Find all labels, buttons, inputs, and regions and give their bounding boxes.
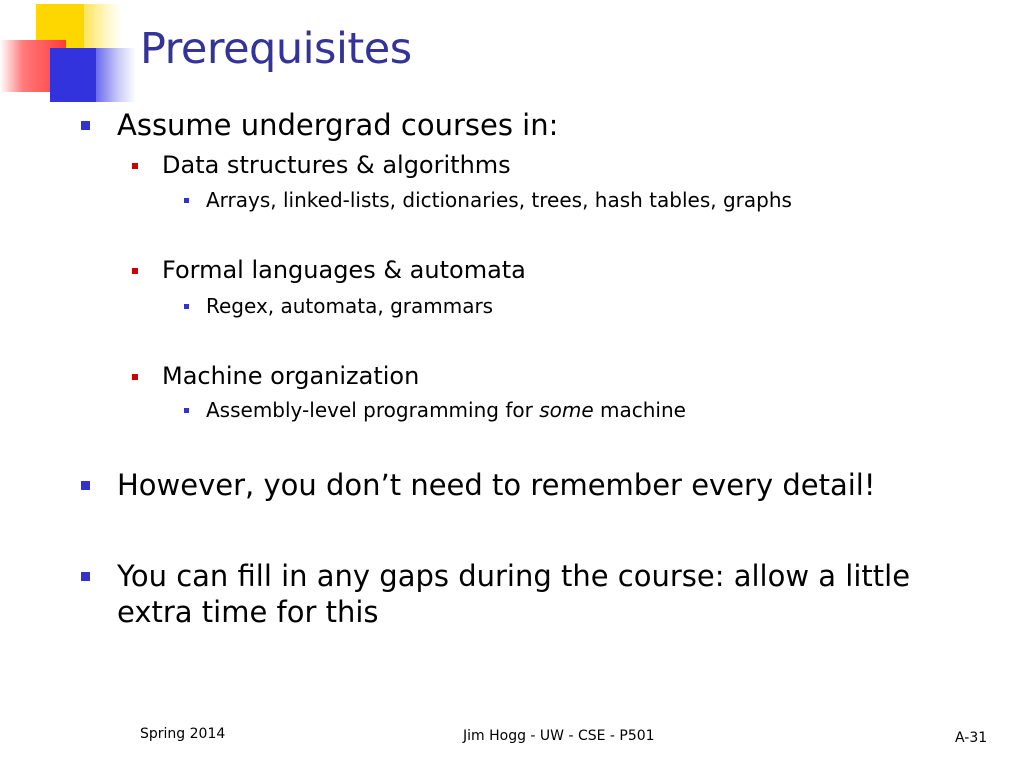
decor-blue-fade (96, 48, 136, 102)
bullet-text: Machine organization (162, 362, 420, 390)
bullet-text: Assume undergrad courses in: (117, 108, 559, 142)
bullet-text-post: machine (593, 398, 686, 422)
square-bullet-icon (184, 198, 189, 203)
bullet-dont-remember (117, 468, 875, 502)
square-bullet-icon (132, 268, 138, 274)
bullet-formal-languages (162, 256, 526, 284)
slide-title: Prerequisites (140, 24, 412, 74)
bullet-text: Formal languages & automata (162, 256, 526, 284)
square-bullet-icon (184, 304, 189, 309)
bullet-text-line2: extra time for this (117, 595, 379, 629)
bullet-text-line1: You can fill in any gaps during the course: allow a little (117, 559, 911, 593)
square-bullet-icon (81, 572, 90, 581)
footer-author: Jim Hogg - UW - CSE - P501 (463, 728, 655, 744)
square-bullet-icon (81, 481, 90, 490)
footer-date: Spring 2014 (140, 726, 226, 742)
decor-yellow-fade (84, 4, 122, 48)
square-bullet-icon (184, 408, 189, 413)
bullet-text-pre: Assembly-level programming for (206, 398, 540, 422)
decor-blue-square (50, 48, 96, 102)
bullet-assume-courses (117, 108, 558, 142)
square-bullet-icon (132, 163, 138, 169)
bullet-machine-organization (162, 362, 419, 390)
bullet-text: However, you don’t need to remember every detail! (117, 468, 876, 502)
bullet-text: Data structures & algorithms (162, 151, 511, 179)
bullet-text: Regex, automata, grammars (206, 294, 494, 318)
bullet-fill-gaps (117, 558, 910, 630)
square-bullet-icon (132, 374, 138, 380)
bullet-text-emphasis: some (539, 398, 594, 422)
bullet-regex (206, 294, 493, 318)
bullet-data-structures (162, 151, 511, 179)
bullet-arrays-lists (206, 188, 792, 212)
bullet-assembly (206, 398, 686, 422)
footer-page-number: A-31 (955, 730, 988, 746)
square-bullet-icon (81, 121, 90, 130)
bullet-text: Arrays, linked-lists, dictionaries, trees, hash tables, graphs (206, 188, 792, 212)
